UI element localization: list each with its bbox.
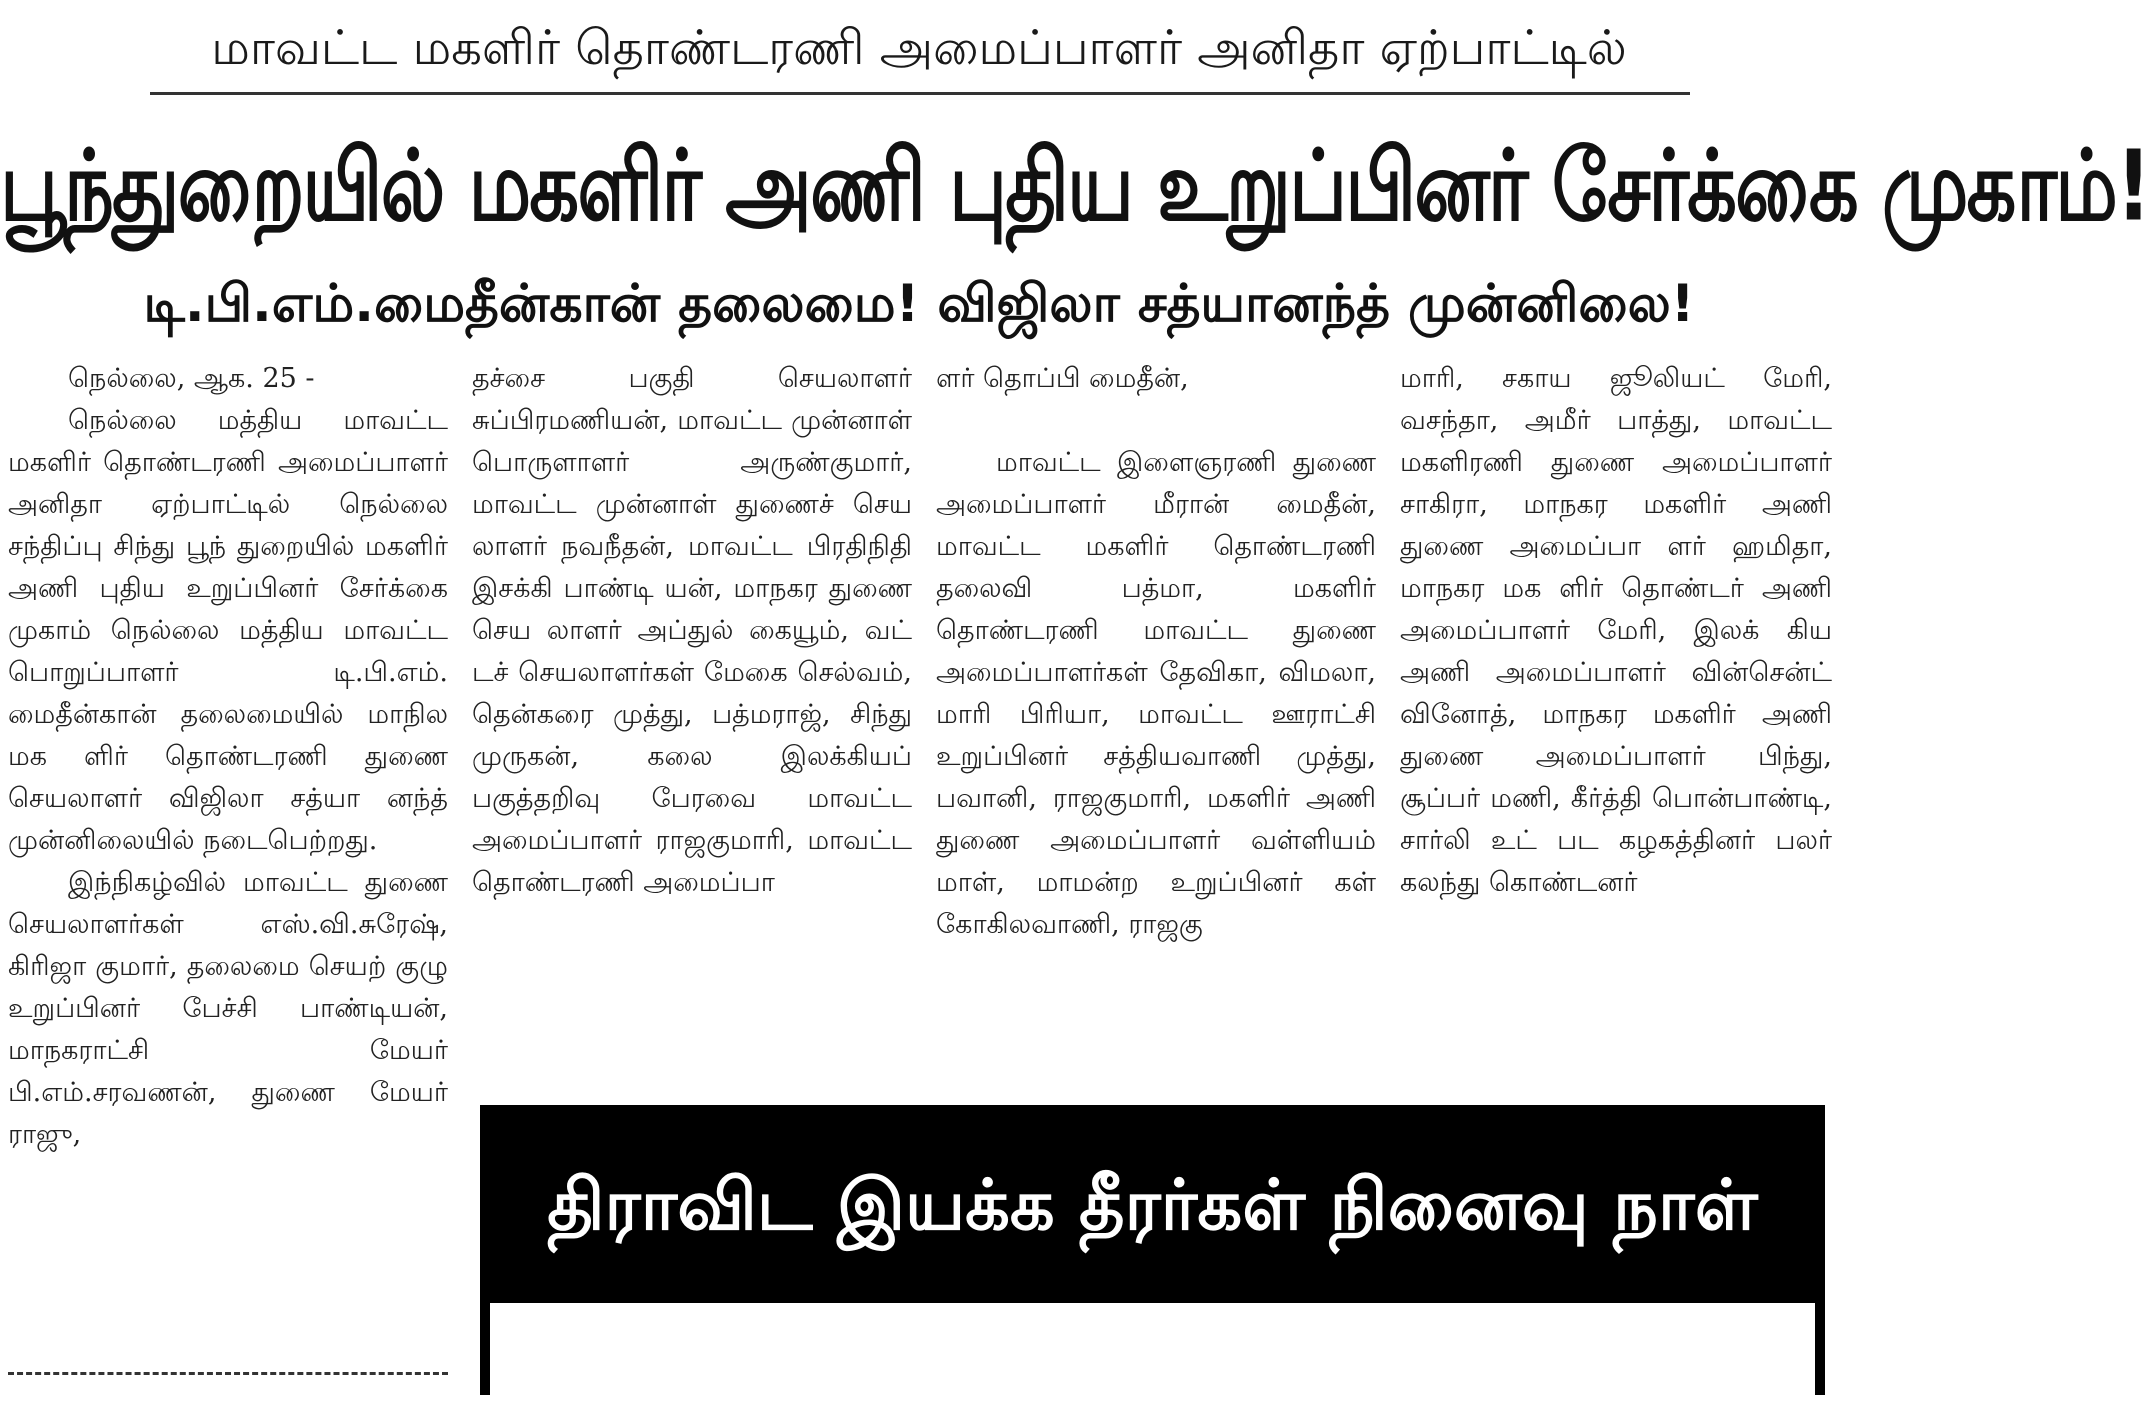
column-2-text: தச்சை பகுதி செயலாளர் சுப்பிரமணியன், மாவட்ட முன்னாள் பொருளாளர் அருண்குமார், மாவட்ட முன்னாள் துணைச் செய லாளர் நவநீதன், மாவட்ட பிரதிநிதி இசக்கி பாண்டி யன், மாநகர துணை செய லாளர் அப்துல் கையூம், வட் டச் செயலாளர்கள் மேகை செல்வம், தென்கரை முத்து, பத்மராஜ், சிந்து முருகன், கலை இலக்கியப் பகுத்தறிவு பேரவை மாவட்ட அமைப்பாளர் ராஜகுமாரி, மாவட்ட தொண்டரணி அமைப்பா xyxy=(472,363,912,898)
article-headline: பூந்துறையில் மகளிர் அணி புதிய உறுப்பினர் சேர்க்கை முகாம்! xyxy=(0,130,2150,244)
column-1-paragraph-2: இந்நிகழ்வில் மாவட்ட துணை செயலாளர்கள் எஸ்.வி.சுரேஷ், கிரிஜா குமார், தலைமை செயற் குழு உறுப்பினர் பேச்சி பாண்டியன், மாநகராட்சி மேயர் பி.எம்.சரவணன், துணை மேயர் ராஜு, xyxy=(8,867,448,1150)
article-column-3 xyxy=(936,358,1376,1058)
column-4-text: மாரி, சகாய ஜூலியட் மேரி, வசந்தா, அமீர் பாத்து, மாவட்ட மகளிரணி துணை அமைப்பாளர் சாகிரா, மாநகர மகளிர் அணி துணை அமைப்பா ளர் ஹமிதா, மாநகர மக ளிர் தொண்டர் அணி அமைப்பாளர் மேரி, இலக் கிய அணி அமைப்பாளர் வின்சென்ட் வினோத், மாநகர மகளிர் அணி துணை அமைப்பாளர் பிந்து, சூப்பர் மணி, கீர்த்தி பொன்பாண்டி, சார்லி உட் பட கழகத்தினர் பலர் கலந்து கொண்டனர் xyxy=(1400,363,1832,898)
column-3-text-1: ளர் தொப்பி மைதீன், xyxy=(936,363,1189,394)
dateline: நெல்லை, ஆக. 25 - xyxy=(68,363,315,394)
column-1-paragraph-1: நெல்லை மத்திய மாவட்ட மகளிர் தொண்டரணி அமைப்பாளர் அனிதா ஏற்பாட்டில் நெல்லை சந்திப்பு சிந்து பூந் துறையில் மகளிர் அணி புதிய உறுப்பினர் சேர்க்கை முகாம் நெல்லை மத்திய மாவட்ட பொறுப்பாளர் டி.பி.எம். மைதீன்கான் தலைமையில் மாநில மக ளிர் தொண்டரணி துணை செயலாளர் விஜிலா சத்யா னந்த் முன்னிலையில் நடைபெற்றது. xyxy=(8,405,448,856)
dashed-divider xyxy=(8,1372,448,1375)
memorial-ad-box xyxy=(480,1105,1825,1395)
article-column-4 xyxy=(1400,358,1832,1058)
article-subhead: டி.பி.எம்.மைதீன்கான் தலைமை! விஜிலா சத்யானந்த் முன்னிலை! xyxy=(143,274,1695,334)
article-column-2 xyxy=(472,358,912,1058)
article-kicker: மாவட்ட மகளிர் தொண்டரணி அமைப்பாளர் அனிதா ஏற்பாட்டில் xyxy=(211,20,1627,76)
memorial-ad-inner-panel xyxy=(490,1303,1815,1423)
article-column-1 xyxy=(8,358,448,1358)
column-3-text-2: மாவட்ட இளைஞரணி துணை அமைப்பாளர் மீரான் மைதீன், மாவட்ட மகளிர் தொண்டரணி தலைவி பத்மா, மகளிர் தொண்டரணி மாவட்ட துணை அமைப்பாளர்கள் தேவிகா, விமலா, மாரி பிரியா, மாவட்ட ஊராட்சி உறுப்பினர் சத்தியவாணி முத்து, பவானி, ராஜகுமாரி, மகளிர் அணி துணை அமைப்பாளர் வள்ளியம் மாள், மாமன்ற உறுப்பினர் கள் கோகிலவாணி, ராஜகு xyxy=(936,447,1376,940)
memorial-ad-title: திராவிட இயக்க தீரர்கள் நினைவு நாள் xyxy=(547,1163,1758,1246)
